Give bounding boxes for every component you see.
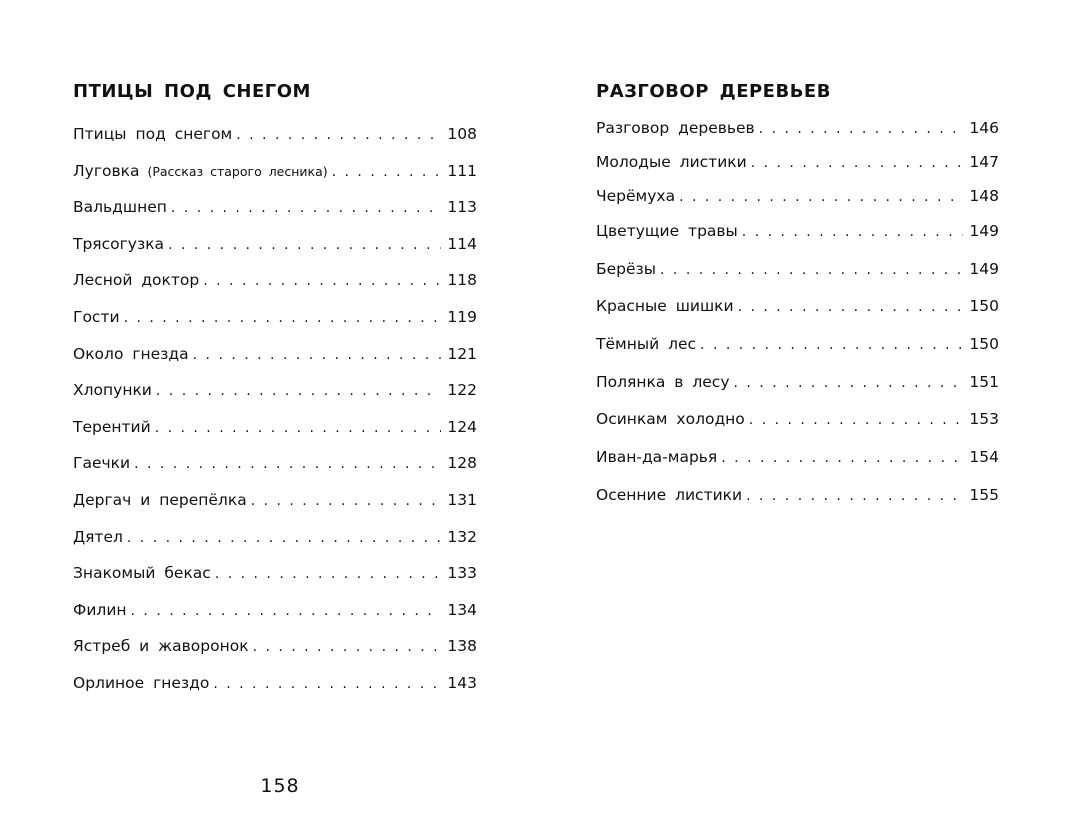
toc-list [596,111,999,515]
entry-title: Гости [73,307,120,326]
entry-page-number: 132 [447,527,477,546]
entry-page-number: 150 [969,297,999,316]
dot-leader [660,252,963,290]
dot-leader [679,180,963,214]
entry-page-number: 147 [969,153,999,171]
entry-page-number: 138 [447,637,477,656]
entry-page-number: 150 [969,335,999,354]
entry-page-number: 128 [447,454,477,473]
toc-entry [596,213,999,251]
dot-leader [134,446,441,483]
entry-page-number: 111 [447,161,477,180]
dot-leader [749,402,963,440]
entry-title: Трясогузка [73,234,165,253]
dot-leader [215,556,441,593]
entry-page-number: 151 [969,372,999,391]
toc-entry [596,179,999,213]
entry-page-number: 133 [447,564,477,583]
toc-entry [73,628,477,665]
toc-column-left [73,78,477,702]
entry-title: Птицы под снегом [73,125,233,143]
dot-leader [742,214,963,252]
dot-leader [253,629,441,666]
entry-title: Дергач и перепёлка [73,490,247,509]
toc-entry [73,189,477,226]
toc-entry [596,111,999,145]
dot-leader [193,337,441,374]
toc-entry [596,364,999,402]
toc-entry [73,519,477,556]
toc-entry [596,288,999,326]
dot-leader [155,410,441,447]
dot-leader [236,117,441,154]
entry-page-number: 154 [969,448,999,467]
entry-title: Луговка [73,161,140,180]
dot-leader [213,666,441,703]
entry-title: Красные шишки [596,297,734,316]
entry-page-number: 122 [447,381,477,400]
dot-leader [124,300,441,337]
entry-title: Тёмный лес [596,335,697,354]
dot-leader [332,154,441,191]
dot-leader [168,227,441,264]
entry-page-number: 146 [969,119,999,137]
entry-title: Терентий [73,417,151,436]
dot-leader [759,112,963,146]
entry-title: Осинкам холодно [596,410,745,429]
toc-entry [73,372,477,409]
entry-title: Лесной доктор [73,271,200,290]
entry-title: Осенние листики [596,485,743,504]
toc-entry [73,555,477,592]
dot-leader [171,190,441,227]
toc-entry [596,326,999,364]
toc-entry [73,445,477,482]
dot-leader [746,478,963,516]
dot-leader [751,146,963,180]
entry-page-number: 143 [447,673,477,692]
entry-page-number: 113 [447,198,477,217]
section-title: ПТИЦЫ ПОД СНЕГОМ [73,81,311,102]
page-number: 158 [260,775,300,797]
toc-entry [73,409,477,446]
entry-page-number: 121 [447,344,477,363]
entry-page-number: 153 [969,410,999,429]
toc-entry [73,299,477,336]
dot-leader [734,365,964,403]
entry-title: Хлопунки [73,381,152,400]
toc-entry [596,145,999,179]
entry-title: Около гнезда [73,344,189,363]
dot-leader [127,520,441,557]
entry-page-number: 124 [447,417,477,436]
toc-entry [596,401,999,439]
toc-entry [73,262,477,299]
toc-column-right [596,78,999,515]
entry-title: Иван-да-марья [596,448,718,467]
entry-page-number: 155 [969,485,999,504]
toc-entry [596,439,999,477]
entry-page-number: 119 [447,307,477,326]
dot-leader [131,593,441,630]
section-title: РАЗГОВОР ДЕРЕВЬЕВ [596,81,831,102]
entry-title: Филин [73,600,127,619]
dot-leader [721,440,963,478]
entry-page-number: 131 [447,490,477,509]
dot-leader [251,483,441,520]
entry-title: Орлиное гнездо [73,673,210,692]
entry-title: Полянка в лесу [596,372,730,391]
entry-title: Цветущие травы [596,222,738,240]
dot-leader [738,289,963,327]
entry-title: Разговор деревьев [596,119,755,137]
entry-page-number: 114 [447,234,477,253]
entry-title: Вальдшнеп [73,198,167,217]
toc-entry [73,665,477,702]
entry-page-number: 134 [447,600,477,619]
entry-title: Дятел [73,527,123,546]
toc-entry [73,482,477,519]
entry-title: Молодые листики [596,153,747,171]
toc-entry [596,477,999,515]
entry-page-number: 118 [447,271,477,290]
entry-note: (Рассказ старого лесника) [147,163,328,179]
toc-entry [73,336,477,373]
dot-leader [700,327,963,365]
dot-leader [203,263,441,300]
toc-entry [73,153,477,190]
entry-page-number: 108 [447,125,477,143]
entry-title: Знакомый бекас [73,564,211,583]
toc-entry [73,592,477,629]
entry-title: Гаечки [73,454,131,473]
toc-entry [73,116,477,153]
entry-page-number: 148 [969,187,999,205]
entry-title: Берёзы [596,259,657,278]
entry-page-number: 149 [969,222,999,240]
entry-title: Черёмуха [596,187,676,205]
toc-entry [73,226,477,263]
entry-page-number: 149 [969,259,999,278]
entry-title: Ястреб и жаворонок [73,637,249,656]
toc-list [73,116,477,702]
dot-leader [156,373,441,410]
toc-entry [596,251,999,289]
